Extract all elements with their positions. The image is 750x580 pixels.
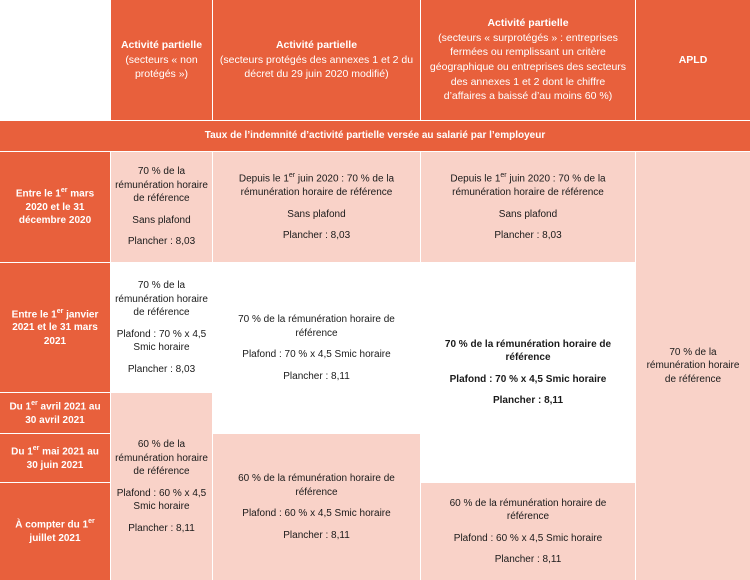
cap-text: Plafond : 70 % x 4,5 Smic horaire xyxy=(116,328,207,353)
floor-text: Plancher : 8,03 xyxy=(494,230,562,242)
floor-text: Plancher : 8,03 xyxy=(127,236,196,248)
cap-text: Plafond : 70 % x 4,5 Smic horaire xyxy=(449,373,607,385)
header-subtitle: (secteurs « surprotégés » : entreprises fermées ou remplissant un critère géographique ou entreprises des secteurs des annexes 1 et 2 dont le chiffre d’affaires a baissé d’au moins 60 %) xyxy=(429,31,627,103)
period-label-4 xyxy=(0,434,110,482)
cap-text: Plafond : 60 % x 4,5 Smic horaire xyxy=(453,532,603,544)
header-protected xyxy=(213,0,420,120)
floor-text: Plancher : 8,11 xyxy=(494,554,562,565)
period-text: Entre le 1er mars 2020 et le 31 décembre 2020 xyxy=(15,187,95,227)
floor-text: Plancher : 8,11 xyxy=(283,529,350,541)
rate-text: 70 % de la rémunération horaire de référence xyxy=(115,280,208,318)
period-label-1 xyxy=(0,152,110,262)
period-text: Du 1er mai 2021 au 30 juin 2021 xyxy=(11,444,99,471)
period-text: À compter du 1er juillet 2021 xyxy=(15,518,95,545)
period-label-3 xyxy=(0,393,110,433)
cell-overprotected-2020 xyxy=(421,152,635,262)
rate-text: 60 % de la rémunération horaire de référence xyxy=(238,473,395,498)
period-label-2 xyxy=(0,263,110,392)
corner-cell xyxy=(0,0,110,120)
period-text: Entre le 1er janvier 2021 et le 31 mars 2021 xyxy=(11,307,99,347)
period-text: Du 1er avril 2021 au 30 avril 2021 xyxy=(9,399,101,426)
cell-overprotected-from-jul-2021 xyxy=(421,483,635,580)
rate-band-text: Taux de l’indemnité d’activité partielle versée au salarié par l’employeur xyxy=(204,130,546,142)
cell-nonprotected-2020 xyxy=(111,152,212,262)
rate-text: 60 % de la rémunération horaire de référence xyxy=(449,497,607,522)
cell-nonprotected-q1-2021 xyxy=(111,263,212,392)
header-apld xyxy=(636,0,750,120)
floor-text: Plancher : 8,03 xyxy=(127,363,196,375)
header-subtitle: (secteurs « non protégés ») xyxy=(125,53,198,81)
floor-text: Plancher : 8,11 xyxy=(128,522,195,534)
cell-nonprotected-from-apr-2021 xyxy=(111,393,212,580)
cell-overprotected-jan-jun-2021 xyxy=(421,263,635,482)
rate-text: Depuis le 1er juin 2020 : 70 % de la rémunération horaire de référence xyxy=(238,172,395,199)
cap-text: Plafond : 70 % x 4,5 Smic horaire xyxy=(242,349,391,360)
cell-protected-2020 xyxy=(213,152,420,262)
rate-text: 70 % de la rémunération horaire de référence xyxy=(646,346,740,385)
cap-text: Sans plafond xyxy=(498,208,558,220)
rate-text: 70 % de la rémunération horaire de référence xyxy=(238,314,395,339)
cell-apld xyxy=(636,152,750,580)
header-title: APLD xyxy=(678,53,708,66)
rate-text: 70 % de la rémunération horaire de référence xyxy=(115,166,208,205)
cap-text: Sans plafond xyxy=(287,208,346,220)
header-title: Activité partielle xyxy=(275,38,358,51)
header-overprotected xyxy=(421,0,635,120)
header-subtitle: (secteurs protégés des annexes 1 et 2 du décret du 29 juin 2020 modifié) xyxy=(219,53,414,81)
cap-text: Sans plafond xyxy=(132,214,191,226)
floor-text: Plancher : 8,03 xyxy=(282,230,351,242)
rate-band xyxy=(0,121,750,151)
period-label-5 xyxy=(0,483,110,580)
floor-text: Plancher : 8,11 xyxy=(492,395,564,406)
floor-text: Plancher : 8,11 xyxy=(283,370,350,382)
rate-text: 60 % de la rémunération horaire de référence xyxy=(115,439,208,477)
cap-text: Plafond : 60 % x 4,5 Smic horaire xyxy=(116,487,207,512)
cell-protected-from-may-2021 xyxy=(213,434,420,580)
header-title: Activité partielle xyxy=(487,16,569,29)
cell-protected-jan-apr-2021 xyxy=(213,263,420,433)
rate-text: Depuis le 1er juin 2020 : 70 % de la rémunération horaire de référence xyxy=(450,172,606,199)
header-title: Activité partielle xyxy=(120,38,203,51)
cap-text: Plafond : 60 % x 4,5 Smic horaire xyxy=(242,508,391,519)
rate-text: 70 % de la rémunération horaire de référence xyxy=(444,338,612,363)
header-non-protected xyxy=(111,0,212,120)
